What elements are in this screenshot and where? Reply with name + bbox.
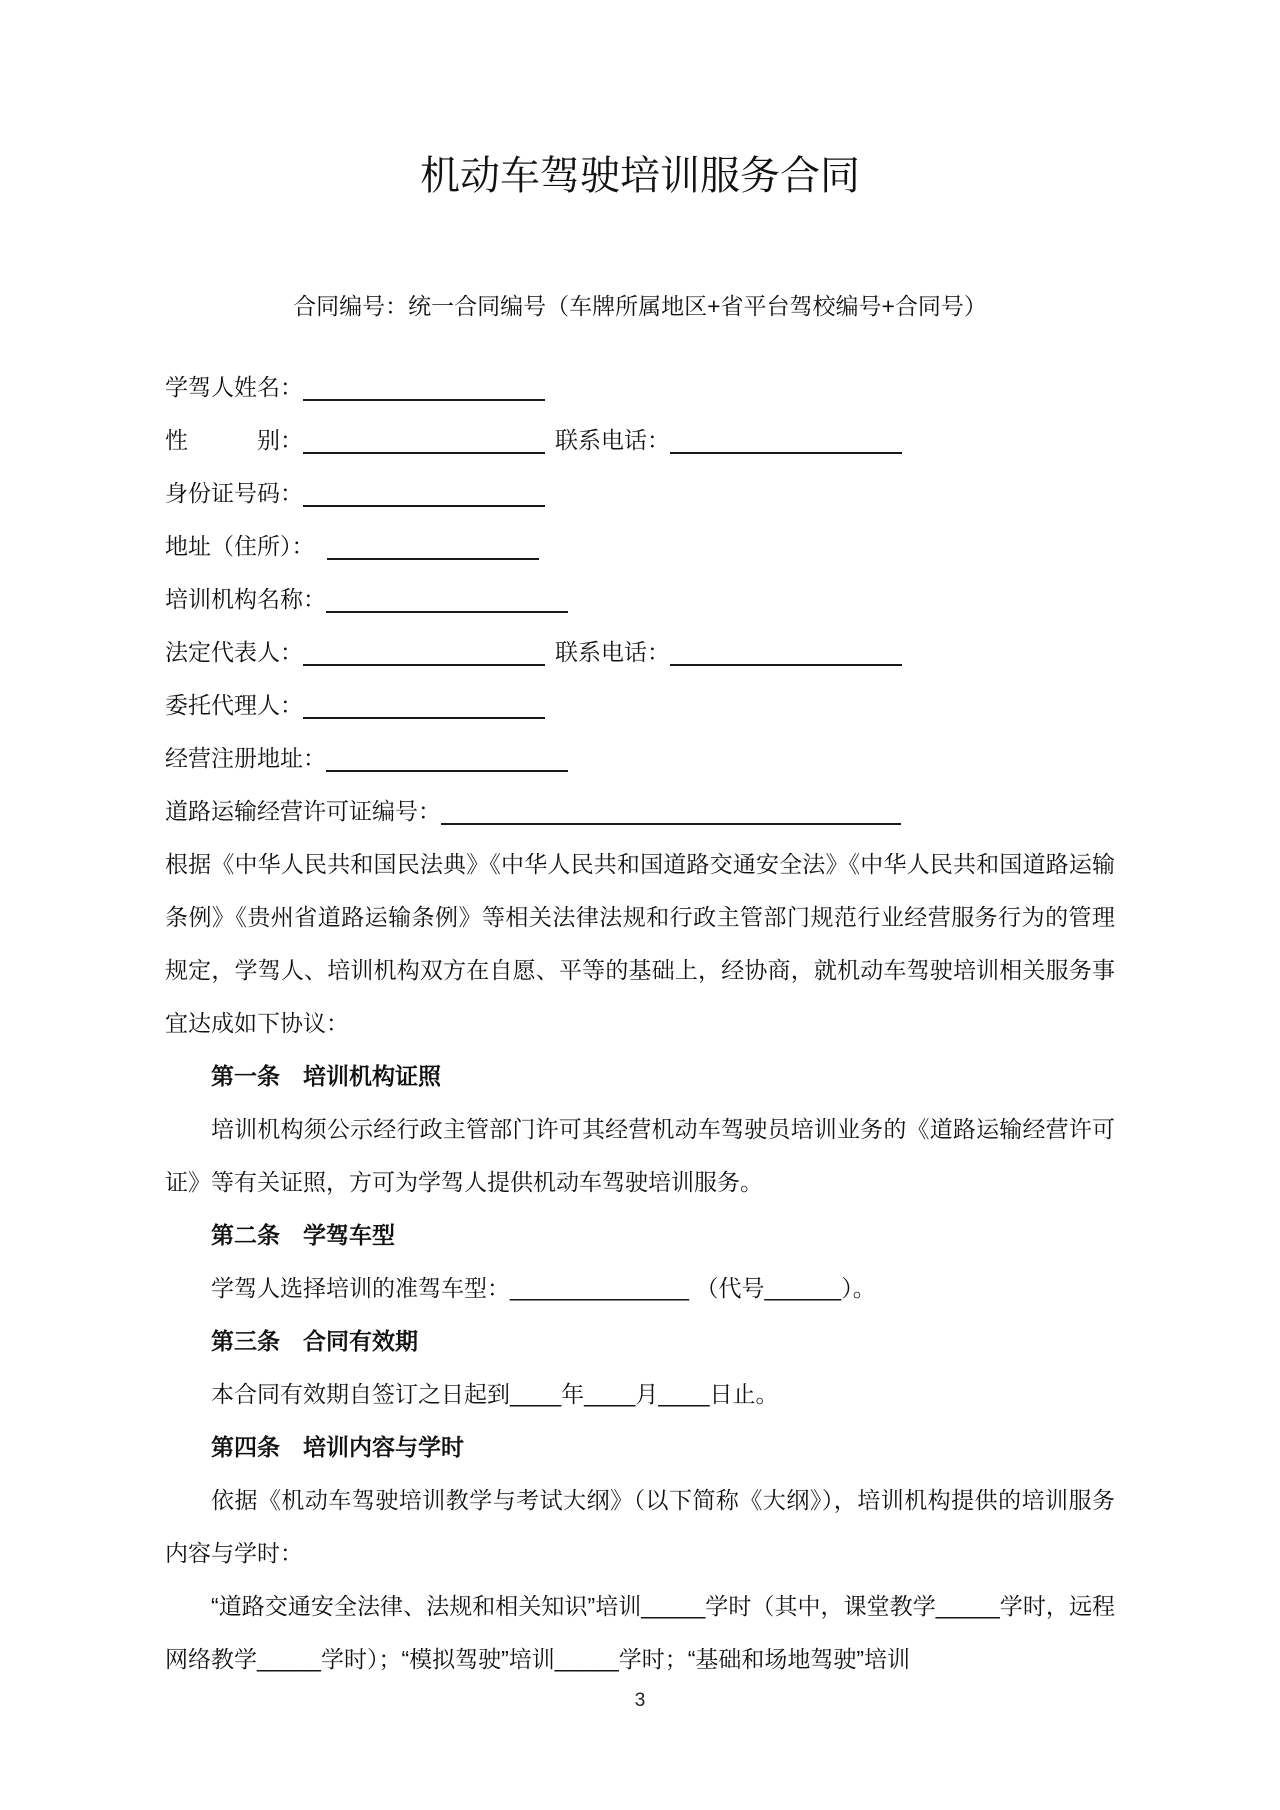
field-label: 地址（住所）： xyxy=(165,533,315,559)
field-label: 联系电话： xyxy=(555,427,670,453)
field-label: 委托代理人： xyxy=(165,692,303,718)
blank-line xyxy=(326,770,568,772)
form-row-school-name xyxy=(165,573,1115,626)
blank-line xyxy=(670,452,902,454)
page-title: 机动车驾驶培训服务合同 xyxy=(420,154,860,198)
article-1-heading: 第一条 培训机构证照 xyxy=(211,1063,441,1089)
blank-line xyxy=(441,823,901,825)
field-label: 法定代表人： xyxy=(165,639,303,665)
form-row-license-number xyxy=(165,785,1115,838)
article-3-heading: 第三条 合同有效期 xyxy=(211,1328,418,1354)
form-row-agent xyxy=(165,679,1115,732)
blank-line xyxy=(303,505,545,507)
blank-line xyxy=(303,452,545,454)
article-4-intro: 依据《机动车驾驶培训教学与考试大纲》（以下简称《大纲》），培训机构提供的培训服务内容与学时： xyxy=(165,1487,1115,1566)
article-2-heading: 第二条 学驾车型 xyxy=(211,1222,395,1248)
blank-line xyxy=(303,399,545,401)
article-1-text: 培训机构须公示经行政主管部门许可其经营机动车驾驶员培训业务的《道路运输经营许可证》等有关证照，方可为学驾人提供机动车驾驶培训服务。 xyxy=(165,1116,1115,1195)
page-number: 3 xyxy=(634,1690,646,1711)
blank-line xyxy=(303,664,545,666)
article-4-heading: 第四条 培训内容与学时 xyxy=(211,1434,464,1460)
blank-line xyxy=(327,558,539,560)
article-4-detail: “道路交通安全法律、法规和相关知识”培训_____学时（其中，课堂教学_____学时，远程网络教学_____学时）；“模拟驾驶”培训_____学时；“基础和场地驾驶”培训 xyxy=(165,1593,1115,1672)
preamble-paragraph: 根据《中华人民共和国民法典》《中华人民共和国道路交通安全法》《中华人民共和国道路运输条例》《贵州省道路运输条例》等相关法律法规和行政主管部门规范行业经营服务行为的管理规定，学驾人、培训机构双方在自愿、平等的基础上，经协商，就机动车驾驶培训相关服务事宜达成如下协议： xyxy=(165,851,1115,1036)
field-label: 学驾人姓名： xyxy=(165,374,303,400)
form-row-legal-rep-phone xyxy=(165,626,1115,679)
form-row-registered-address xyxy=(165,732,1115,785)
article-3-text: 本合同有效期自签订之日起到____年____月____日止。 xyxy=(211,1381,779,1407)
blank-line xyxy=(326,611,568,613)
form-row-student-name xyxy=(165,361,1115,414)
field-label: 经营注册地址： xyxy=(165,745,326,771)
form-row-id-number xyxy=(165,467,1115,520)
field-label: 道路运输经营许可证编号： xyxy=(165,798,441,824)
party-info-form xyxy=(165,361,1115,838)
form-row-address xyxy=(165,520,1115,573)
form-row-gender-phone xyxy=(165,414,1115,467)
field-label: 培训机构名称： xyxy=(165,586,326,612)
contract-number-line: 合同编号：统一合同编号（车牌所属地区+省平台驾校编号+合同号） xyxy=(293,293,987,319)
field-label: 联系电话： xyxy=(555,639,670,665)
field-label: 身份证号码： xyxy=(165,480,303,506)
field-label: 性 别： xyxy=(165,427,303,453)
blank-line xyxy=(670,664,902,666)
article-2-text: 学驾人选择培训的准驾车型：______________ （代号______）。 xyxy=(211,1275,876,1301)
blank-line xyxy=(303,717,545,719)
